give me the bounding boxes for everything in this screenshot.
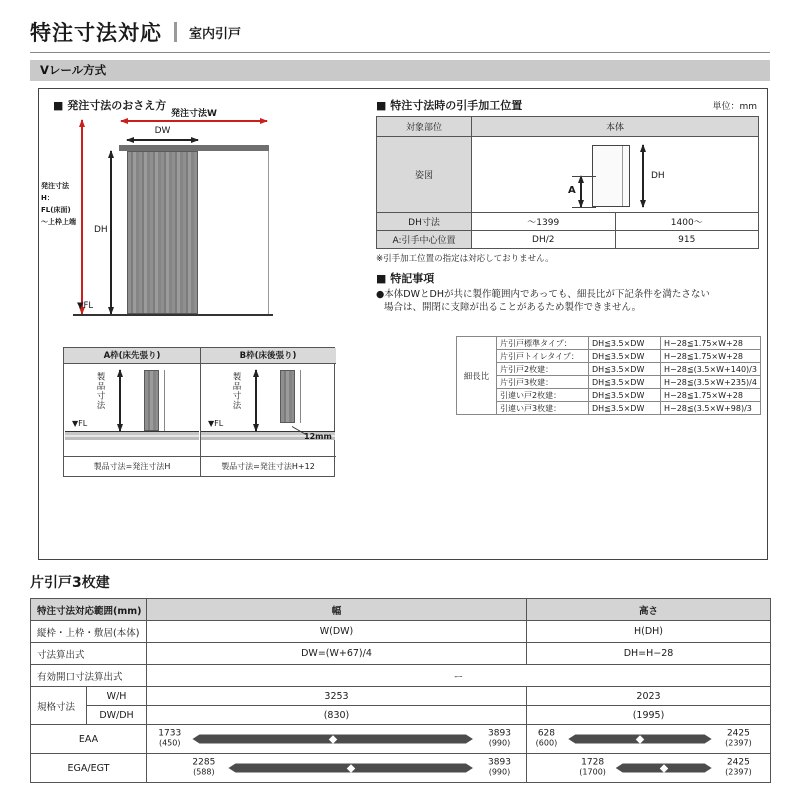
slender-type: 片引戸トイレタイプ： xyxy=(497,350,589,363)
range-min-value: 2285 xyxy=(192,757,216,768)
range-height-cell-ega xyxy=(527,754,771,783)
order-height-label xyxy=(41,181,81,229)
range-max xyxy=(725,759,752,778)
frame-a-frame-line xyxy=(164,370,165,431)
row-dh-label: DH寸法 xyxy=(377,213,472,231)
floor-line xyxy=(73,314,273,316)
range-min-value: 1728 xyxy=(581,757,605,768)
range-min xyxy=(579,759,606,778)
dh-label: DH xyxy=(94,225,108,235)
remarks-line1: ●本体DWとDHが共に製作範囲内であっても、細長比が下記条件を満たさない xyxy=(376,289,710,300)
range-max-value: 2425 xyxy=(726,757,750,768)
figure-door-edge-line xyxy=(622,146,623,206)
title-underline xyxy=(30,52,770,53)
center-val-1: DH/2 xyxy=(472,231,616,249)
header xyxy=(30,16,770,48)
row-opening-label: 有効開口寸法算出式 xyxy=(31,665,147,687)
range-midpoint-marker xyxy=(328,735,336,743)
range-min-value: 1733 xyxy=(158,728,182,739)
range-bar xyxy=(568,735,711,744)
range-min xyxy=(536,730,558,749)
range-max xyxy=(488,730,511,749)
range-min xyxy=(192,759,215,778)
handle-heading: ■ 特注寸法時の引手加工位置 xyxy=(376,99,523,112)
spec-panel xyxy=(38,88,768,560)
figure-door-outline xyxy=(592,145,630,207)
frame-b-frame-line xyxy=(300,370,301,423)
range-min-value: 628 xyxy=(537,728,556,739)
std-wh-w: 3253 xyxy=(147,687,527,706)
row-calc-label: 寸法算出式 xyxy=(31,643,147,665)
slender-ratio-table xyxy=(456,336,761,415)
body-h-val: H(DH) xyxy=(527,621,771,643)
frame-type-diagrams xyxy=(63,347,335,477)
unit-label: 単位：mm xyxy=(712,102,757,112)
range-midpoint-marker xyxy=(346,764,354,772)
slender-f2: H−28≦1.75×W+28 xyxy=(661,350,761,363)
height-range-eaa xyxy=(527,726,770,753)
order-height-label-line1: 発注寸法H： xyxy=(41,182,69,202)
slender-type: 引違い戸2枚建： xyxy=(497,389,589,402)
body-w-val: W(DW) xyxy=(147,621,527,643)
order-width-label: 発注寸法W xyxy=(171,109,217,119)
col-height-header: 高さ xyxy=(527,599,771,621)
slender-label: 細長比 xyxy=(457,337,497,415)
slender-f2: H−28≦1.75×W+28 xyxy=(661,389,761,402)
frame-a-floor xyxy=(65,431,199,440)
height-range-ega xyxy=(527,755,770,782)
range-min xyxy=(158,730,181,749)
dw-label: DW xyxy=(154,126,171,136)
handle-position-table xyxy=(376,116,759,249)
figure-dh-label: DH xyxy=(651,170,665,181)
col-body: 本体 xyxy=(472,117,759,137)
calc-h-val: DH=H−28 xyxy=(527,643,771,665)
range-max xyxy=(725,730,752,749)
door-panel xyxy=(127,151,198,314)
row-body-label: 縦枠・上枠・敷居(本体) xyxy=(31,621,147,643)
dw-arrow xyxy=(127,139,198,141)
range-min-sub: (600) xyxy=(535,738,558,748)
handle-note: ※引手加工位置の指定は対応しておりません。 xyxy=(376,254,554,264)
std-dwdh-label: DW/DH xyxy=(87,706,147,725)
title-divider xyxy=(174,22,177,42)
frame-a-product-arrow xyxy=(119,370,121,431)
door-figure xyxy=(472,138,758,212)
order-height-arrow xyxy=(81,120,83,314)
right-frame-line xyxy=(268,151,269,314)
range-height-cell-eaa xyxy=(527,725,771,754)
range-midpoint-marker xyxy=(659,764,667,772)
frame-b-door xyxy=(280,370,295,423)
order-width-arrow xyxy=(121,120,267,122)
slender-type: 引違い戸3枚建： xyxy=(497,402,589,415)
col-range-header: 特注寸法対応範囲(mm) xyxy=(31,599,147,621)
dh-range-2: 1400〜 xyxy=(615,213,759,231)
size-range-table xyxy=(30,598,771,783)
slender-f2: H−28≦(3.5×W+140)/3 xyxy=(661,363,761,376)
range-max-value: 3893 xyxy=(488,728,511,739)
opening-val: ー xyxy=(147,665,771,687)
dh-arrow xyxy=(110,151,112,314)
row-center-label: A:引手中心位置 xyxy=(377,231,472,249)
dh-range-1: 〜1399 xyxy=(472,213,616,231)
remarks-line2: 場合は、開閉に支障が出ることがあるため製作できません。 xyxy=(384,302,642,313)
range-min-sub: (450) xyxy=(158,738,181,748)
bottom-section-heading: 片引戸3枚建 xyxy=(30,575,110,591)
width-range-ega xyxy=(147,755,526,782)
range-max xyxy=(488,759,511,778)
range-max-sub: (990) xyxy=(488,767,511,777)
frame-a-door xyxy=(144,370,159,431)
center-val-2: 915 xyxy=(615,231,759,249)
range-midpoint-marker xyxy=(636,735,644,743)
slender-f1: DH≦3.5×DW xyxy=(589,376,661,389)
slender-type: 片引戸2枚建： xyxy=(497,363,589,376)
figure-handle-center-tick xyxy=(572,176,596,177)
slender-f2: H−28≦1.75×W+28 xyxy=(661,337,761,350)
slender-f1: DH≦3.5×DW xyxy=(589,350,661,363)
range-row-label-ega: EGA/EGT xyxy=(31,754,147,783)
range-row-label-eaa: EAA xyxy=(31,725,147,754)
std-dwdh-w: (830) xyxy=(147,706,527,725)
width-range-eaa xyxy=(147,726,526,753)
range-width-cell-eaa xyxy=(147,725,527,754)
range-max-value: 2425 xyxy=(726,728,750,739)
col-width-header: 幅 xyxy=(147,599,527,621)
range-bar xyxy=(228,764,472,773)
frame-a-title: A枠(床先張り) xyxy=(64,348,200,364)
range-max-sub: (2397) xyxy=(725,767,752,777)
remarks-heading: ■ 特記事項 xyxy=(376,272,435,285)
slender-f1: DH≦3.5×DW xyxy=(589,363,661,376)
page-subtitle: 室内引戸 xyxy=(189,26,242,42)
range-bar xyxy=(616,764,712,773)
figure-cell xyxy=(472,137,759,213)
order-height-label-line3: 〜上枠上端 xyxy=(41,217,76,226)
range-min-sub: (588) xyxy=(193,767,215,777)
range-min-sub: (1700) xyxy=(579,767,606,777)
page-title: 特注寸法対応 xyxy=(30,21,162,45)
frame-b-fl-marker: ▼FL xyxy=(208,419,224,428)
fl-marker: ▼FL xyxy=(77,301,94,311)
std-wh-h: 2023 xyxy=(527,687,771,706)
row-std-label: 規格寸法 xyxy=(31,687,87,725)
figure-a-label: A xyxy=(568,184,576,196)
frame-b-caption: 製品寸法=発注寸法H+12 xyxy=(200,456,336,476)
slender-f1: DH≦3.5×DW xyxy=(589,402,661,415)
range-max-sub: (2397) xyxy=(725,738,752,748)
range-max-value: 3893 xyxy=(488,757,511,768)
frame-b-title: B枠(床後張り) xyxy=(200,348,336,364)
gap-label: 12mm xyxy=(304,432,332,441)
slender-type: 片引戸標準タイプ： xyxy=(497,337,589,350)
std-wh-label: W/H xyxy=(87,687,147,706)
order-height-label-line2: FL(床面) xyxy=(41,205,71,214)
figure-a-arrow xyxy=(580,176,582,207)
frame-a-fl-marker: ▼FL xyxy=(72,419,88,428)
col-target-part: 対象部位 xyxy=(377,117,472,137)
std-dwdh-h: (1995) xyxy=(527,706,771,725)
calc-w-val: DW=(W+67)/4 xyxy=(147,643,527,665)
slender-f2: H−28≦(3.5×W+235)/4 xyxy=(661,376,761,389)
range-bar xyxy=(192,735,472,744)
slender-type: 片引戸3枚建： xyxy=(497,376,589,389)
vrail-section-bar: Vレール方式 xyxy=(30,60,770,81)
figure-bottom-tick xyxy=(572,207,596,208)
frame-a-product-dim-label: 製品寸法 xyxy=(95,372,105,410)
range-width-cell-ega xyxy=(147,754,527,783)
slender-f1: DH≦3.5×DW xyxy=(589,337,661,350)
slender-f1: DH≦3.5×DW xyxy=(589,389,661,402)
row-figure-label: 姿図 xyxy=(377,137,472,213)
order-method-heading: ■ 発注寸法のおさえ方 xyxy=(53,99,167,112)
figure-dh-arrow xyxy=(642,145,644,207)
frame-b-product-arrow xyxy=(255,370,257,431)
slender-f2: H−28≦(3.5×W+98)/3 xyxy=(661,402,761,415)
frame-a-caption: 製品寸法=発注寸法H xyxy=(64,456,200,476)
frame-b-product-dim-label: 製品寸法 xyxy=(231,372,241,410)
range-max-sub: (990) xyxy=(488,738,511,748)
